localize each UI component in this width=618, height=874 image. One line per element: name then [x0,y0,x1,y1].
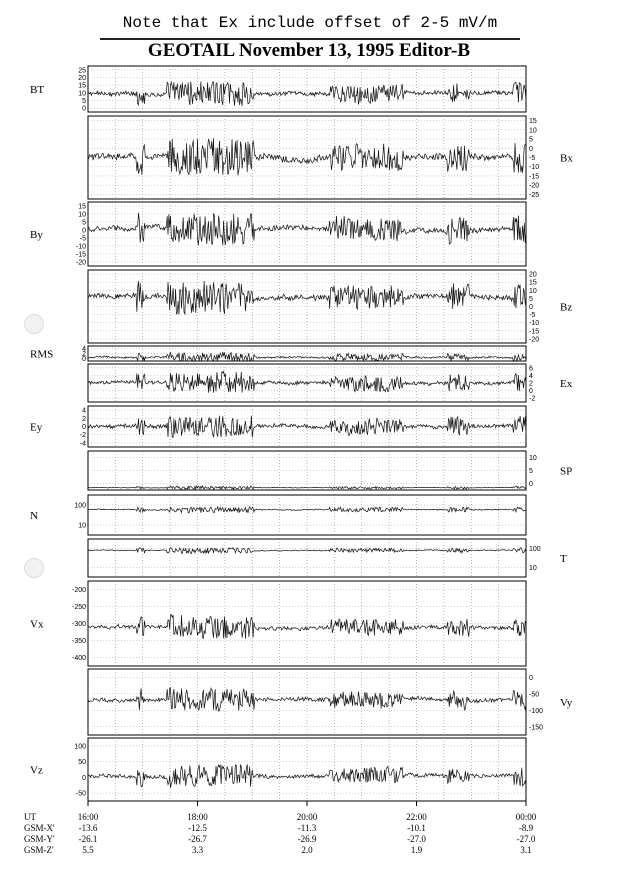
ephemeris-label: GSM-Z' [24,845,54,855]
ephemeris-value: -26.7 [188,834,207,844]
ytick-sp: 5 [529,468,533,475]
xtick-label: 22:00 [406,812,427,822]
ytick-by: 0 [82,227,86,235]
ytick-bt: 25 [78,67,86,75]
offset-note: Note that Ex include offset of 2-5 mV/m [100,8,520,40]
ephemeris-label: GSM-Y' [24,834,55,844]
ephemeris-value: -27.0 [407,834,426,844]
ytick-bt: 15 [78,82,86,90]
ytick-bx: 15 [529,118,537,126]
ytick-vz: 100 [74,743,86,751]
panel-label-by: By [30,229,43,241]
trace-vz [88,764,526,787]
panel-label-t: T [560,553,567,565]
ephemeris-value: -11.3 [297,823,317,833]
ytick-bz: 5 [529,295,533,303]
panel-label-bz: Bz [560,301,573,314]
ephemeris-value: -10.1 [407,823,426,833]
panel-label-sp: SP [560,465,573,478]
ytick-vy: -50 [529,691,540,699]
panel-label-n: N [30,510,38,522]
ytick-rms: 4 [82,346,86,353]
trace-rms [88,352,526,361]
ytick-ex: -2 [529,395,536,403]
panel-label-ex: Ex [560,378,573,390]
panel-label-rms: RMS [30,348,54,361]
ytick-t: 10 [529,565,537,572]
ytick-vy: -150 [529,724,544,732]
panel-label-vy: Vy [560,697,573,709]
ytick-bz: 20 [529,271,537,279]
ytick-by: -20 [75,259,86,267]
ytick-ey: -2 [79,432,86,440]
ephemeris-value: -27.0 [516,834,536,844]
panel-label-bt: BT [30,84,45,96]
ephemeris-value: 5.5 [82,845,94,855]
ytick-bx: -20 [529,182,540,190]
ephemeris-value: 3.3 [191,845,204,855]
xtick-label: 18:00 [187,812,208,822]
ytick-vy: -100 [529,707,544,715]
ytick-vz: 0 [82,774,86,782]
ytick-vx: -300 [71,621,86,628]
ytick-bx: 10 [529,127,537,135]
ytick-bz: 0 [529,304,533,311]
ytick-ex: 2 [529,380,533,388]
ephemeris-value: 1.9 [410,845,423,855]
ytick-bx: -5 [529,155,536,162]
ytick-ey: 0 [82,424,86,431]
ytick-ex: 4 [529,372,533,380]
ytick-bz: -5 [529,312,536,320]
ephemeris-label: UT [24,812,36,822]
ytick-ex: 6 [529,365,533,373]
ytick-bx: -25 [529,191,540,199]
ytick-vx: -250 [71,604,86,611]
panel-label-vx: Vx [30,618,44,631]
chart-title: GEOTAIL November 13, 1995 Editor-B [147,40,471,61]
ephemeris-label: GSM-X' [24,823,55,833]
ytick-bz: -10 [529,320,540,328]
ytick-bz: -20 [529,336,540,344]
ytick-ex: 0 [529,388,533,396]
ephemeris-value: 2.0 [301,845,313,855]
ytick-rms: 2 [82,351,86,358]
ytick-sp: 10 [529,455,537,462]
xtick-label: 20:00 [296,812,318,822]
ytick-ey: 4 [82,407,86,415]
ytick-bt: 5 [82,98,86,105]
ytick-vz: -50 [75,790,86,798]
ytick-sp: 0 [529,481,533,488]
ytick-by: -15 [75,251,86,259]
ytick-ey: -4 [79,440,86,448]
ytick-bt: 0 [82,105,86,113]
ephemeris-value: 3.1 [520,845,532,855]
ytick-vx: -200 [71,587,86,594]
ytick-n: 100 [74,502,86,510]
ytick-by: -5 [79,235,86,243]
ytick-bx: -15 [529,173,540,181]
ytick-by: -10 [75,243,86,251]
ephemeris-value: -26.9 [297,834,317,844]
ytick-bx: -10 [529,164,540,172]
ytick-bz: 10 [529,287,537,295]
ytick-by: 15 [78,203,86,211]
ytick-bz: -15 [529,328,540,336]
ytick-by: 5 [82,219,86,227]
ephemeris-value: -12.5 [188,823,207,833]
ytick-ey: 2 [82,415,86,423]
ytick-n: 10 [78,522,86,530]
ytick-rms: 0 [82,356,86,363]
ytick-vy: 0 [529,674,533,682]
ytick-t: 100 [529,546,541,553]
ytick-vz: 50 [78,759,86,767]
panel-label-vz: Vz [30,764,43,777]
panel-label-bx: Bx [560,152,573,165]
ytick-bx: 0 [529,145,533,153]
ytick-by: 10 [78,211,86,219]
ytick-bt: 10 [78,90,86,98]
ytick-vx: -350 [71,638,86,645]
ytick-vx: -400 [71,655,86,662]
ytick-bz: 15 [529,279,537,287]
xtick-label: 16:00 [77,812,99,822]
ytick-bx: 5 [529,136,533,144]
trace-sp [88,486,526,489]
ytick-bt: 20 [78,75,86,82]
panel-label-ey: Ey [30,421,43,434]
ephemeris-value: -26.1 [78,834,98,844]
ephemeris-value: -13.6 [78,823,98,833]
ephemeris-value: -8.9 [518,823,534,833]
xtick-label: 00:00 [515,812,537,822]
